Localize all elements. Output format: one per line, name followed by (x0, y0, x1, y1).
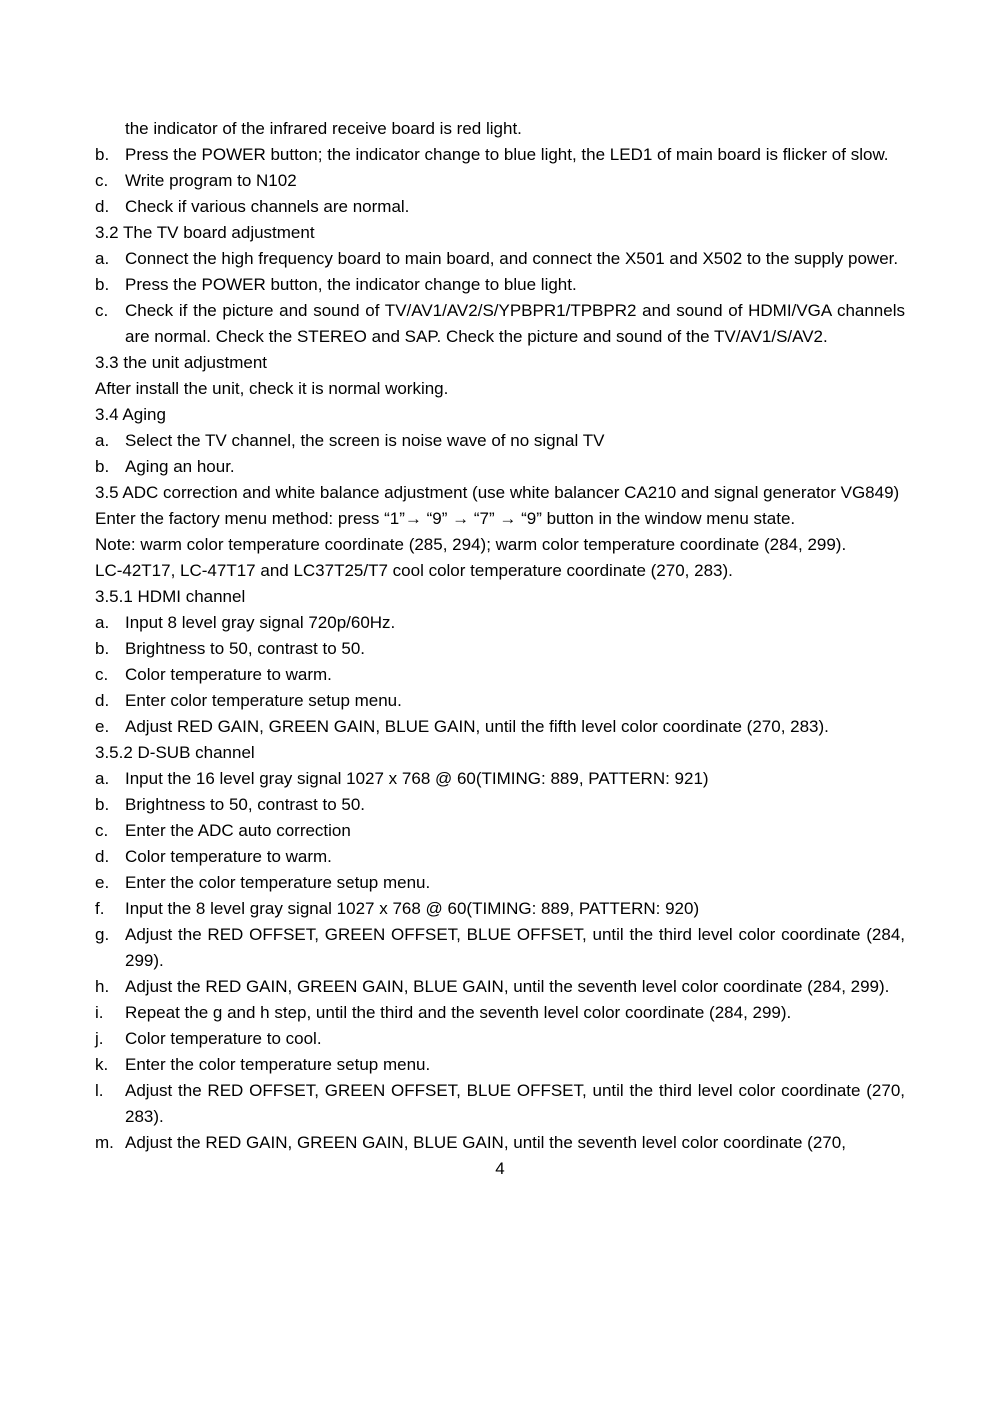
item-label: a. (95, 249, 110, 268)
item-label: g. (95, 925, 110, 944)
section-heading: 3.5.1 HDMI channel (95, 587, 246, 606)
item-label: b. (95, 639, 110, 658)
item-label: a. (95, 613, 110, 632)
item-text: Input 8 level gray signal 720p/60Hz. (125, 613, 396, 632)
paragraph: LC-42T17, LC-47T17 and LC37T25/T7 cool color temperature coordinate (270, 283). (95, 561, 733, 580)
item-label: h. (95, 977, 110, 996)
item-label: c. (95, 821, 109, 840)
list-item (95, 688, 905, 714)
item-text: Press the POWER button, the indicator change to blue light. (125, 275, 577, 294)
item-label: b. (95, 457, 110, 476)
item-text: Adjust the RED OFFSET, GREEN OFFSET, BLUE OFFSET, until the third level color coordinate (284, 299). (125, 925, 905, 970)
item-text: Adjust the RED GAIN, GREEN GAIN, BLUE GAIN, until the seventh level color coordinate (270, (125, 1133, 846, 1152)
item-label: a. (95, 431, 110, 450)
list-item (95, 246, 905, 272)
list-item (95, 922, 905, 974)
list-item (95, 662, 905, 688)
item-label: e. (95, 717, 110, 736)
item-label: d. (95, 197, 110, 216)
item-text: Adjust RED GAIN, GREEN GAIN, BLUE GAIN, until the fifth level color coordinate (270, 283). (125, 717, 829, 736)
list-item (95, 428, 905, 454)
item-text: Select the TV channel, the screen is noise wave of no signal TV (125, 431, 605, 450)
list-item (95, 792, 905, 818)
item-label: a. (95, 769, 110, 788)
list-item (95, 194, 905, 220)
item-text: Color temperature to warm. (125, 847, 332, 866)
list-item (95, 454, 905, 480)
section-heading: 3.5.2 D-SUB channel (95, 743, 255, 762)
item-label: l. (95, 1081, 104, 1100)
paragraph: After install the unit, check it is normal working. (95, 379, 449, 398)
item-text: the indicator of the infrared receive board is red light. (125, 119, 522, 138)
item-label: b. (95, 795, 110, 814)
list-item (95, 1130, 905, 1156)
list-item (95, 714, 905, 740)
list-item (95, 1026, 905, 1052)
list-item (95, 870, 905, 896)
item-text: Aging an hour. (125, 457, 235, 476)
item-label: c. (95, 171, 109, 190)
list-item (95, 974, 905, 1000)
item-text: Input the 16 level gray signal 1027 x 768 @ 60(TIMING: 889, PATTERN: 921) (125, 769, 709, 788)
list-item (95, 818, 905, 844)
list-item (95, 142, 905, 168)
list-item (95, 168, 905, 194)
list-item (95, 896, 905, 922)
section-heading: 3.4 Aging (95, 405, 166, 424)
item-label: d. (95, 847, 110, 866)
list-item (95, 636, 905, 662)
item-text: Color temperature to cool. (125, 1029, 322, 1048)
document-body (95, 116, 905, 1156)
item-text: Write program to N102 (125, 171, 297, 190)
section-heading: 3.2 The TV board adjustment (95, 223, 315, 242)
list-item (95, 298, 905, 350)
item-label: m. (95, 1133, 114, 1152)
list-item (95, 272, 905, 298)
item-text: Color temperature to warm. (125, 665, 332, 684)
item-label: c. (95, 665, 109, 684)
item-text: Adjust the RED GAIN, GREEN GAIN, BLUE GAIN, until the seventh level color coordinate (284, 299). (125, 977, 890, 996)
item-label: c. (95, 301, 109, 320)
item-text: Enter the color temperature setup menu. (125, 1055, 431, 1074)
list-item (95, 116, 905, 142)
item-text: Check if the picture and sound of TV/AV1/AV2/S/YPBPR1/TPBPR2 and sound of HDMI/VGA channels are normal. Check the STEREO and SAP. Check the picture and sound of the TV/AV1/S/AV2. (125, 301, 905, 346)
list-item (95, 1052, 905, 1078)
item-text: Input the 8 level gray signal 1027 x 768 @ 60(TIMING: 889, PATTERN: 920) (125, 899, 700, 918)
section-heading: 3.3 the unit adjustment (95, 353, 268, 372)
list-item (95, 1078, 905, 1130)
item-label: k. (95, 1055, 109, 1074)
item-label: i. (95, 1003, 104, 1022)
list-item (95, 610, 905, 636)
list-item (95, 844, 905, 870)
item-text: Press the POWER button; the indicator change to blue light, the LED1 of main board is flicker of slow. (125, 145, 889, 164)
paragraph: Note: warm color temperature coordinate (285, 294); warm color temperature coordinate (284, 299). (95, 535, 847, 554)
item-text: Enter the ADC auto correction (125, 821, 351, 840)
page-number: 4 (495, 1159, 505, 1178)
list-item (95, 1000, 905, 1026)
item-label: b. (95, 275, 110, 294)
item-label: j. (95, 1029, 104, 1048)
item-text: Connect the high frequency board to main board, and connect the X501 and X502 to the supply power. (125, 249, 899, 268)
paragraph: Enter the factory menu method: press “1”→ “9” → “7” → “9” button in the window menu state. (95, 509, 796, 528)
item-text: Check if various channels are normal. (125, 197, 410, 216)
item-text: Brightness to 50, contrast to 50. (125, 639, 366, 658)
list-item (95, 766, 905, 792)
item-text: Brightness to 50, contrast to 50. (125, 795, 366, 814)
item-text: Repeat the g and h step, until the third and the seventh level color coordinate (284, 299). (125, 1003, 792, 1022)
item-label: b. (95, 145, 110, 164)
item-text: Adjust the RED OFFSET, GREEN OFFSET, BLUE OFFSET, until the third level color coordinate (270, 283). (125, 1081, 905, 1126)
paragraph: 3.5 ADC correction and white balance adjustment (use white balancer CA210 and signal generator VG849) (95, 483, 900, 502)
item-label: f. (95, 899, 105, 918)
item-label: d. (95, 691, 110, 710)
item-text: Enter the color temperature setup menu. (125, 873, 431, 892)
item-text: Enter color temperature setup menu. (125, 691, 402, 710)
item-label: e. (95, 873, 110, 892)
